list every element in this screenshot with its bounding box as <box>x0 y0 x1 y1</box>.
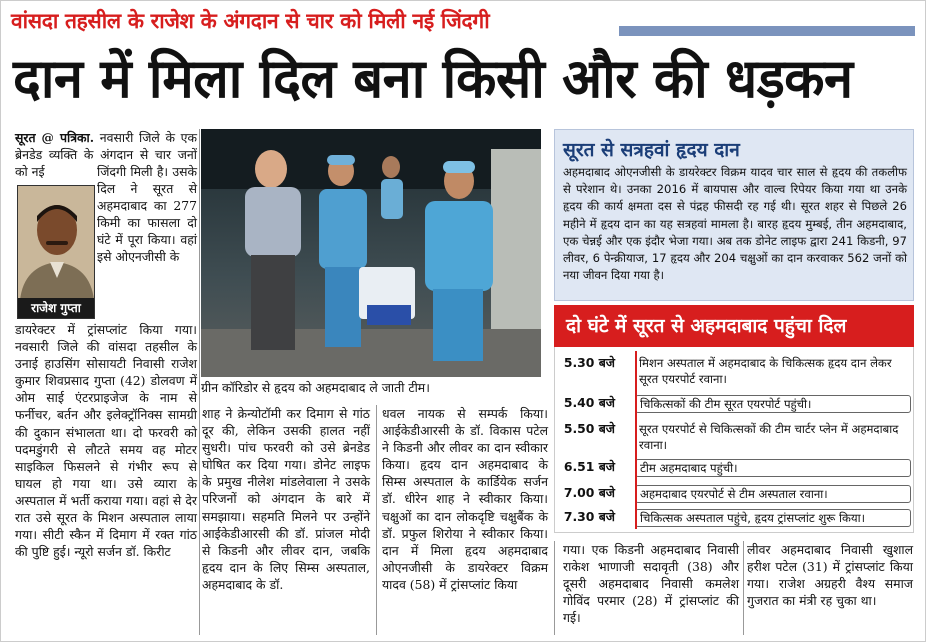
timeline-title: दो घंटे में सूरत से अहमदाबाद पहुंचा दिल <box>554 305 914 347</box>
timeline-time: 7.30 बजे <box>563 509 615 524</box>
portrait-image <box>18 186 95 300</box>
middle-column-1: शाह ने क्रेन्योटॉमी कर दिमाग से गांठ दूर की, लेकिन उसकी हालत नहीं सुधरी। पांच फरवरी को उसे ब्रेनडेड घोषित कर दिया गया। डोनेट लाइफ के प्रमुख नीलेश मांडलेवाला ने उसके परिजनों को अंगदान के बारे में समझाया। सहमति मिलने पर उन्होंने आईकेडीआरसी की डॉ. प्रांजल मोदी से किडनी और लीवर दान, जबकि हृदय दान के लिए सिम्स अस्पताल, अहमदाबाद के डॉ. <box>202 406 370 592</box>
timeline-item <box>555 395 915 413</box>
timeline-time: 5.30 बजे <box>563 355 615 370</box>
byline: सूरत @ पत्रिका. <box>15 130 95 145</box>
timeline-list <box>554 347 914 533</box>
timeline-item <box>555 485 915 503</box>
bottom-right-column-2: लीवर अहमदाबाद निवासी खुशाल हरीश पटेल (31) में ट्रांसप्लांट किया गया। राजेश अग्रहरी वैश्य समाज गुजरात का मंत्री रह चुका था। <box>747 542 913 609</box>
left-column-intro-text: नवसारी जिले के एक ब्रेनडेड व्यक्ति के अंगदान से चार जनों को नई <box>15 130 197 180</box>
timeline-item <box>555 509 915 527</box>
timeline-text: सूरत एयरपोर्ट से चिकित्सकों की टीम चार्टर प्लेन में अहमदाबाद रवाना। <box>639 422 899 452</box>
photo-caption: ग्रीन कॉरिडोर से हृदय को अहमदाबाद ले जाती टीम। <box>201 380 430 395</box>
timeline-item <box>555 355 915 387</box>
timeline-item <box>555 421 915 453</box>
kicker-text: वांसदा तहसील के राजेश के अंगदान से चार को मिली नई जिंदगी <box>11 9 490 33</box>
portrait-photo <box>17 185 95 319</box>
timeline-text: अहमदाबाद एयरपोर्ट से टीम अस्पताल रवाना। <box>635 485 911 503</box>
news-photo <box>201 129 541 377</box>
bottom-right-column-1: गया। एक किडनी अहमदाबाद निवासी राकेश भाणाजी सदावृती (38) और दूसरी अहमदाबाद निवासी कमलेश गोविंद परमार (28) में ट्रांसप्लांट की गई। <box>563 542 739 626</box>
green-corridor-image <box>201 129 541 377</box>
middle-column-2: धवल नायक से सम्पर्क किया। आईकेडीआरसी के डॉ. विकास पटेल ने किडनी और लीवर का दान स्वीकार किया। हृदय दान अहमदाबाद के सिम्स अस्पताल के कार्डियेक सर्जन डॉ. धीरेन शाह ने स्वीकार किया। चक्षुओं का दान लोकदृष्टि चक्षुबैंक के डॉ. प्रफुल शिरोया ने स्वीकार किया। दान में मिला हृदय अहमदाबाद ओएनजीसी के डायरेक्टर विक्रम यादव (58) में ट्रांसप्लांट किया <box>382 406 548 592</box>
sidebar-body: अहमदाबाद ओएनजीसी के डायरेक्टर विक्रम यादव चार साल से हृदय की तकलीफ से परेशान थे। उनका 2016 में बायपास और वाल्व रिपेयर किया गया था उनके हृदय की कार्य क्षमता दस से पंद्रह फीसदी रह गई थी। सूरत शहर से पिछले 26 महीने में हृदय दान का यह सत्रहवां मामला है। बारह हृदय मुम्बई, तीन अहमदाबाद, एक चेन्नई और एक इंदौर भेजा गया। अब तक डोनेट लाइफ द्वारा 241 किडनी, 97 लीवर, 6 पेन्क्रीयाज, 17 हृदय और 204 चक्षुओं का दान करवाकर 562 जनों को नया जीवन दिया गया है। <box>563 165 907 283</box>
timeline-time: 5.50 बजे <box>563 421 615 436</box>
headline: दान में मिला दिल बना किसी और की धड़कन <box>13 47 853 110</box>
kicker-rule <box>619 26 915 36</box>
timeline-line <box>635 351 637 529</box>
column-divider <box>554 541 555 635</box>
column-divider <box>743 541 744 635</box>
portrait-caption: राजेश गुप्ता <box>18 298 94 318</box>
kicker <box>11 9 489 33</box>
timeline-time: 7.00 बजे <box>563 485 615 500</box>
left-column-body: डायरेक्टर में ट्रांसप्लांट किया गया। नवसारी जिले की वांसदा तहसील के उनाई हाउसिंग सोसायटी निवासी राजेश कुमार शिवप्रसाद गुप्ता (42) डोलवण में ओम साई एंटरप्राइजेज के नाम से फर्नीचर, बर्तन और इलेक्ट्रॉनिक्स सामग्री की दुकान संभालता था। दो फरवरी को पदमडुंगरी से लौटते समय वह मोटर साइकिल फिसलने से गंभीर रूप से घायल हो गया था। उसे व्यारा के अस्पताल में भर्ती कराया गया। वहां से देर रात उसे सूरत के मिशन अस्पताल लाया गया। सीटी स्कैन में दिमाग में रक्त गांठ की पुष्टि हुई। न्यूरो सर्जन डॉ. किरीट <box>15 322 197 560</box>
timeline-text: टीम अहमदाबाद पहुंची। <box>635 459 911 477</box>
timeline-text: चिकित्सकों की टीम सूरत एयरपोर्ट पहुंची। <box>635 395 911 413</box>
column-divider <box>376 405 377 635</box>
timeline-text: मिशन अस्पताल में अहमदाबाद के चिकित्सक हृदय दान लेकर सूरत एयरपोर्ट रवाना। <box>639 356 892 386</box>
timeline-time: 6.51 बजे <box>563 459 615 474</box>
sidebar-title: सूरत से सत्रहवां हृदय दान <box>563 139 740 161</box>
timeline-item <box>555 459 915 477</box>
column-divider <box>199 129 200 635</box>
sidebar-box <box>554 129 914 301</box>
left-column-wrap: जिंदगी मिली है। उसके दिल ने सूरत से अहमदाबाद का 277 किमी का फासला दो घंटे में पूरा किया। वहां इसे ओएनजीसी के <box>97 164 197 265</box>
timeline-time: 5.40 बजे <box>563 395 615 410</box>
timeline-text: चिकित्सक अस्पताल पहुंचे, हृदय ट्रांसप्लांट शुरू किया। <box>635 509 911 527</box>
